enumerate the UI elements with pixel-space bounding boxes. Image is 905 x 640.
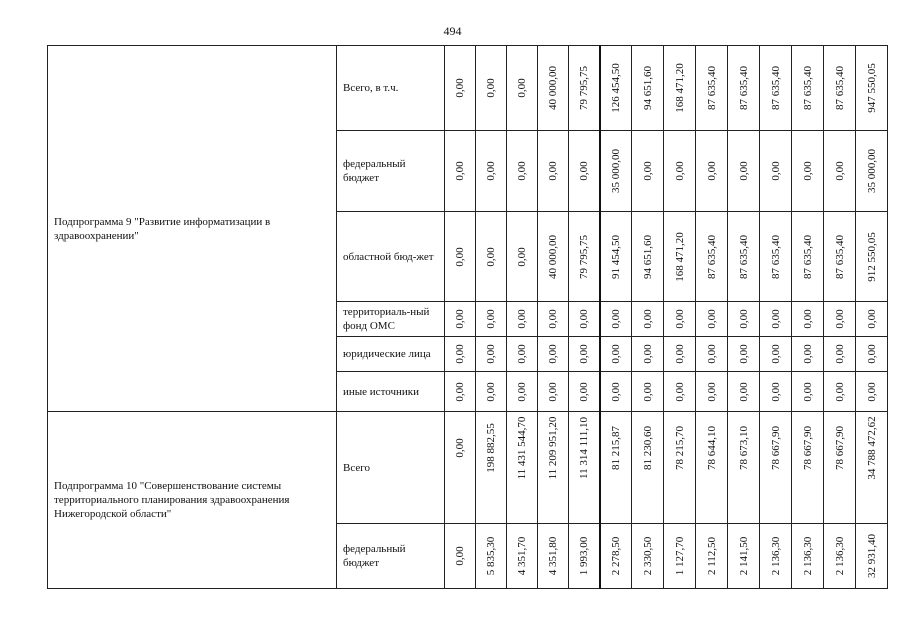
value-text: 0,00 — [833, 309, 846, 329]
value-cell — [538, 212, 569, 302]
value-cell — [824, 372, 856, 412]
value-cell — [696, 46, 728, 131]
value-text: 126 454,50 — [609, 63, 622, 113]
value-text: 91 454,50 — [609, 234, 622, 279]
value-cell — [792, 372, 824, 412]
value-cell — [824, 524, 856, 589]
value-text: 0,00 — [705, 381, 718, 402]
value-cell — [696, 372, 728, 412]
value-text: 0,00 — [769, 161, 782, 181]
value-text: 0,00 — [673, 381, 686, 402]
value-cell — [600, 372, 632, 412]
value-cell — [538, 524, 569, 589]
value-text: 0,00 — [516, 78, 528, 98]
subprogram-name: Подпрограмма 10 "Совершенствование системы территориального планирования здравоохранения Нижегородской области" — [48, 412, 337, 589]
value-cell — [569, 524, 600, 589]
value-text: 0,00 — [516, 344, 528, 364]
value-text: 0,00 — [705, 344, 718, 364]
value-text: 0,00 — [454, 438, 466, 458]
value-cell — [600, 302, 632, 337]
value-cell — [824, 337, 856, 372]
value-text: 87 635,40 — [737, 234, 750, 279]
value-text: 0,00 — [454, 309, 466, 329]
value-cell — [792, 524, 824, 589]
value-text: 0,00 — [485, 344, 497, 364]
value-text: 0,00 — [641, 381, 654, 402]
value-cell — [569, 46, 600, 131]
value-cell — [476, 212, 507, 302]
value-cell — [760, 131, 792, 212]
value-cell — [445, 302, 476, 337]
value-cell — [569, 412, 600, 524]
value-text: 0,00 — [577, 381, 590, 402]
value-text: 0,00 — [865, 381, 878, 402]
value-cell — [538, 412, 569, 524]
value-text: 0,00 — [485, 246, 497, 267]
value-cell — [856, 131, 888, 212]
value-text: 5 835,30 — [485, 536, 497, 576]
value-cell — [792, 412, 824, 524]
value-cell — [600, 46, 632, 131]
value-text: 78 644,10 — [705, 426, 718, 470]
value-cell — [538, 131, 569, 212]
value-text: 79 795,75 — [577, 66, 590, 110]
value-text: 87 635,40 — [801, 66, 814, 110]
value-text: 2 330,50 — [641, 536, 654, 576]
value-cell — [728, 524, 760, 589]
value-text: 4 351,70 — [516, 536, 528, 576]
value-text: 0,00 — [673, 344, 686, 364]
value-cell — [632, 212, 664, 302]
value-text: 0,00 — [801, 344, 814, 364]
value-text: 0,00 — [454, 246, 466, 267]
value-text: 0,00 — [516, 309, 528, 329]
value-text: 2 278,50 — [609, 536, 622, 576]
value-cell — [476, 46, 507, 131]
table-row — [48, 46, 888, 131]
value-cell — [569, 372, 600, 412]
funding-source-label: юридические лица — [337, 337, 445, 372]
value-cell — [600, 212, 632, 302]
value-text: 0,00 — [609, 381, 622, 402]
value-text: 198 882,55 — [485, 423, 497, 473]
value-cell — [538, 337, 569, 372]
value-text: 35 000,00 — [609, 149, 622, 193]
value-text: 0,00 — [547, 381, 559, 402]
value-cell — [696, 302, 728, 337]
value-text: 0,00 — [577, 344, 590, 364]
value-cell — [632, 412, 664, 524]
value-text: 168 471,20 — [673, 231, 686, 282]
value-cell — [760, 524, 792, 589]
value-cell — [664, 524, 696, 589]
value-text: 79 795,75 — [577, 234, 590, 279]
value-cell — [792, 337, 824, 372]
value-cell — [664, 412, 696, 524]
value-cell — [632, 524, 664, 589]
value-cell — [824, 46, 856, 131]
value-text: 78 667,90 — [769, 426, 782, 470]
value-cell — [600, 337, 632, 372]
value-text: 0,00 — [769, 381, 782, 402]
value-cell — [507, 212, 538, 302]
value-cell — [664, 302, 696, 337]
value-text: 947 550,05 — [865, 63, 878, 113]
value-cell — [856, 412, 888, 524]
value-cell — [507, 372, 538, 412]
value-text: 0,00 — [673, 161, 686, 181]
value-text: 81 230,60 — [641, 426, 654, 470]
value-cell — [760, 412, 792, 524]
value-text: 2 141,50 — [737, 536, 750, 576]
value-text: 0,00 — [865, 309, 878, 329]
value-text: 0,00 — [454, 546, 466, 566]
value-text: 0,00 — [737, 344, 750, 364]
value-cell — [728, 46, 760, 131]
value-cell — [728, 131, 760, 212]
value-text: 0,00 — [609, 344, 622, 364]
value-cell — [569, 212, 600, 302]
value-text: 2 112,50 — [705, 536, 718, 576]
value-cell — [728, 412, 760, 524]
value-text: 11 314 111,10 — [577, 416, 590, 480]
value-cell — [445, 131, 476, 212]
value-cell — [507, 131, 538, 212]
value-cell — [507, 337, 538, 372]
value-cell — [507, 412, 538, 524]
value-text: 2 136,30 — [801, 536, 814, 576]
value-text: 0,00 — [577, 161, 590, 181]
value-cell — [600, 412, 632, 524]
value-cell — [696, 412, 728, 524]
value-cell — [538, 372, 569, 412]
value-text: 0,00 — [485, 309, 497, 329]
value-cell — [664, 372, 696, 412]
value-cell — [507, 46, 538, 131]
value-text: 0,00 — [865, 344, 878, 364]
value-text: 0,00 — [454, 381, 466, 402]
value-text: 94 651,60 — [641, 234, 654, 279]
value-cell — [664, 337, 696, 372]
value-text: 35 000,00 — [865, 149, 878, 193]
value-text: 34 788 472,62 — [865, 416, 878, 480]
value-cell — [856, 302, 888, 337]
value-cell — [538, 302, 569, 337]
value-text: 0,00 — [769, 344, 782, 364]
value-text: 1 993,00 — [577, 536, 590, 576]
value-text: 0,00 — [547, 161, 559, 181]
value-text: 87 635,40 — [769, 234, 782, 279]
value-text: 0,00 — [516, 246, 528, 267]
value-cell — [696, 212, 728, 302]
value-text: 11 431 544,70 — [516, 416, 528, 480]
value-text: 0,00 — [577, 309, 590, 329]
funding-source-label: федеральный бюджет — [337, 131, 445, 212]
value-text: 2 136,30 — [769, 536, 782, 576]
value-cell — [664, 46, 696, 131]
value-text: 87 635,40 — [769, 66, 782, 110]
value-text: 0,00 — [833, 344, 846, 364]
value-text: 0,00 — [454, 344, 466, 364]
value-text: 0,00 — [801, 161, 814, 181]
value-text: 40 000,00 — [547, 66, 559, 110]
value-cell — [696, 337, 728, 372]
value-cell — [476, 372, 507, 412]
funding-source-label: федеральный бюджет — [337, 524, 445, 589]
value-text: 87 635,40 — [705, 66, 718, 110]
value-cell — [569, 131, 600, 212]
value-cell — [760, 372, 792, 412]
page-number: 494 — [443, 24, 462, 38]
value-cell — [476, 524, 507, 589]
value-text: 32 931,40 — [865, 534, 878, 578]
value-cell — [792, 302, 824, 337]
value-cell — [632, 46, 664, 131]
value-text: 0,00 — [641, 344, 654, 364]
value-text: 87 635,40 — [833, 66, 846, 110]
value-cell — [569, 337, 600, 372]
funding-source-label: Всего — [337, 412, 445, 524]
value-cell — [632, 131, 664, 212]
value-text: 0,00 — [833, 161, 846, 181]
value-text: 0,00 — [485, 161, 497, 181]
value-cell — [445, 372, 476, 412]
value-text: 168 471,20 — [673, 63, 686, 113]
value-text: 87 635,40 — [737, 66, 750, 110]
value-text: 0,00 — [769, 309, 782, 329]
value-text: 0,00 — [485, 78, 497, 98]
value-text: 0,00 — [833, 381, 846, 402]
value-cell — [600, 524, 632, 589]
value-text: 0,00 — [737, 309, 750, 329]
value-cell — [632, 337, 664, 372]
funding-source-label: областной бюд-жет — [337, 212, 445, 302]
value-text: 0,00 — [547, 309, 559, 329]
value-text: 0,00 — [454, 161, 466, 181]
value-cell — [856, 372, 888, 412]
value-cell — [476, 131, 507, 212]
value-text: 0,00 — [609, 309, 622, 329]
funding-source-label: иные источники — [337, 372, 445, 412]
value-cell — [728, 372, 760, 412]
value-cell — [445, 46, 476, 131]
value-text: 11 209 951,20 — [547, 416, 559, 480]
value-cell — [600, 131, 632, 212]
value-cell — [569, 302, 600, 337]
value-text: 78 667,90 — [801, 426, 814, 470]
value-text: 87 635,40 — [801, 234, 814, 279]
value-text: 0,00 — [737, 161, 750, 181]
value-cell — [760, 46, 792, 131]
value-text: 912 550,05 — [865, 231, 878, 282]
value-cell — [728, 302, 760, 337]
table-row — [48, 412, 888, 524]
value-cell — [856, 337, 888, 372]
value-cell — [445, 524, 476, 589]
value-cell — [445, 412, 476, 524]
value-cell — [760, 337, 792, 372]
value-cell — [792, 46, 824, 131]
value-text: 0,00 — [673, 309, 686, 329]
value-cell — [824, 131, 856, 212]
value-text: 0,00 — [641, 161, 654, 181]
value-cell — [664, 131, 696, 212]
value-text: 0,00 — [737, 381, 750, 402]
value-text: 87 635,40 — [705, 234, 718, 279]
value-text: 0,00 — [801, 381, 814, 402]
value-cell — [728, 337, 760, 372]
value-text: 40 000,00 — [547, 234, 559, 279]
value-text: 94 651,60 — [641, 66, 654, 110]
value-cell — [856, 524, 888, 589]
value-text: 81 215,87 — [609, 426, 622, 470]
value-text: 78 667,90 — [833, 426, 846, 470]
value-text: 78 215,70 — [673, 426, 686, 470]
value-text: 0,00 — [641, 309, 654, 329]
value-text: 0,00 — [485, 381, 497, 402]
value-cell — [824, 412, 856, 524]
value-cell — [856, 212, 888, 302]
value-cell — [507, 302, 538, 337]
value-text: 0,00 — [705, 309, 718, 329]
value-cell — [856, 46, 888, 131]
value-cell — [824, 302, 856, 337]
value-cell — [728, 212, 760, 302]
value-cell — [760, 212, 792, 302]
value-cell — [538, 46, 569, 131]
value-text: 0,00 — [516, 381, 528, 402]
value-cell — [445, 212, 476, 302]
value-cell — [696, 131, 728, 212]
value-cell — [632, 302, 664, 337]
value-cell — [792, 212, 824, 302]
budget-table — [47, 45, 888, 589]
value-cell — [824, 212, 856, 302]
value-text: 87 635,40 — [833, 234, 846, 279]
subprogram-name: Подпрограмма 9 "Развитие информатизации в здравоохранении" — [48, 46, 337, 412]
value-text: 2 136,30 — [833, 536, 846, 576]
value-cell — [632, 372, 664, 412]
value-cell — [476, 412, 507, 524]
value-cell — [760, 302, 792, 337]
value-text: 0,00 — [705, 161, 718, 181]
value-cell — [664, 212, 696, 302]
funding-source-label: территориаль-ный фонд ОМС — [337, 302, 445, 337]
value-text: 78 673,10 — [737, 426, 750, 470]
value-cell — [476, 302, 507, 337]
value-text: 4 351,80 — [547, 536, 559, 576]
value-cell — [476, 337, 507, 372]
value-text: 0,00 — [547, 344, 559, 364]
funding-source-label: Всего, в т.ч. — [337, 46, 445, 131]
value-cell — [507, 524, 538, 589]
value-text: 1 127,70 — [673, 536, 686, 576]
value-text: 0,00 — [801, 309, 814, 329]
value-text: 0,00 — [454, 78, 466, 98]
value-cell — [792, 131, 824, 212]
value-cell — [445, 337, 476, 372]
value-cell — [696, 524, 728, 589]
value-text: 0,00 — [516, 161, 528, 181]
